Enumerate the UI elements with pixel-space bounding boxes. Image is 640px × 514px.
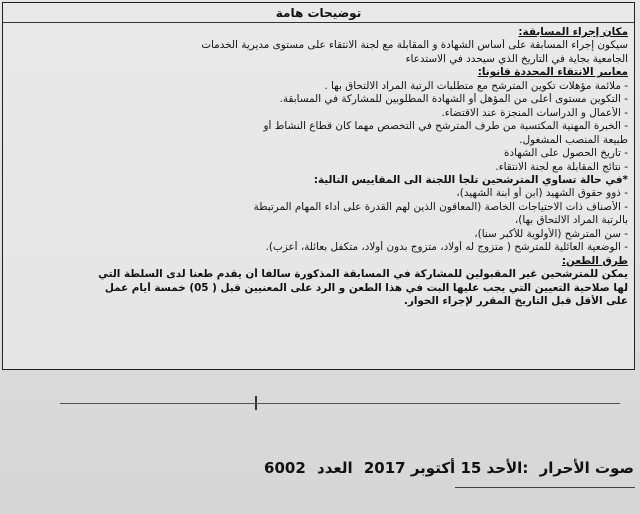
criteria-item: طبيعة المنصب المشغول. — [519, 133, 628, 146]
criteria-item: - الأعمال و الدراسات المنجزة عند الاقتضاء. — [441, 106, 628, 119]
newspaper-name: صوت الأحرار — [539, 459, 634, 477]
notice-line: سيكون إجراء المسابقة على أساس الشهادة و المقابلة مع لجنة الانتقاء على مستوى مديرية الخدمات — [201, 39, 628, 52]
footer-rule — [455, 487, 635, 488]
issue-label: العدد — [317, 459, 353, 477]
section-heading-venue: مكان إجراء المسابقة: — [518, 26, 628, 38]
criteria-item: - ملائمة مؤهلات تكوين المترشح مع متطلبات الرتبة المراد الالتحاق بها . — [324, 79, 628, 92]
section-heading-appeal: طرق الطعن: — [561, 254, 628, 267]
issue-date: :الأحد 15 أكتوبر 2017 — [363, 459, 529, 477]
section-heading-criteria: معايير الانتقاء المحددة قانونا: — [477, 66, 628, 79]
appeal-line: يمكن للمترشحين غير المقبولين للمشاركة في المسابقة المذكورة سالفا أن يقدم طعنا لدى السلطة التي — [98, 268, 628, 281]
appeal-line: على الأقل قبل التاريخ المقرر لإجراء الحوار. — [403, 295, 628, 308]
criteria-item: - التكوين مستوى أعلى من المؤهل أو الشهادة المطلوبين للمشاركة في المسابقة. — [279, 93, 628, 106]
notice-box — [2, 2, 635, 370]
tiebreak-item: - الوضعية العائلية للمترشح ( متزوج له أولاد، متزوج بدون أولاد، متكفل بعائلة، أعزب). — [265, 241, 628, 254]
separator-line — [60, 403, 620, 404]
criteria-item: - الخبرة المهنية المكتسبة من طرف المترشح في التخصص مهما كان قطاع النشاط أو — [263, 120, 628, 133]
newspaper-footer — [4, 450, 634, 486]
notice-line: الجامعية بجاية في التاريخ الذي سيحدد في الاستدعاء — [405, 52, 628, 65]
tiebreak-item: بالرتبة المراد الالتحاق بها)، — [514, 214, 628, 227]
tiebreak-intro: *في حالة تساوي المترشحين تلجأ اللجنة الى المقاييس التالية: — [313, 173, 628, 186]
criteria-item: - نتائج المقابلة مع لجنة الانتقاء. — [495, 160, 628, 173]
criteria-item: - تاريخ الحصول على الشهادة — [504, 147, 628, 160]
tiebreak-item: - ذوو حقوق الشهيد (ابن أو ابنة الشهيد)، — [456, 187, 628, 200]
notice-body — [9, 26, 628, 309]
appeal-line: لها صلاحية التعيين التي يجب عليها البت في هذا الطعن و الرد على المعنيين قبل ( 05) خمسة أيام عمل — [104, 281, 628, 294]
notice-title: توضيحات هامة — [3, 3, 634, 23]
tiebreak-item: - سن المترشح (الأولوية للأكبر سنا)، — [474, 227, 628, 240]
tiebreak-item: - الأصناف ذات الاحتياجات الخاصة (المعاقون الذين لهم القدرة على أداء المهام المرتبطة — [253, 200, 628, 213]
issue-number: 6002 — [264, 459, 306, 477]
